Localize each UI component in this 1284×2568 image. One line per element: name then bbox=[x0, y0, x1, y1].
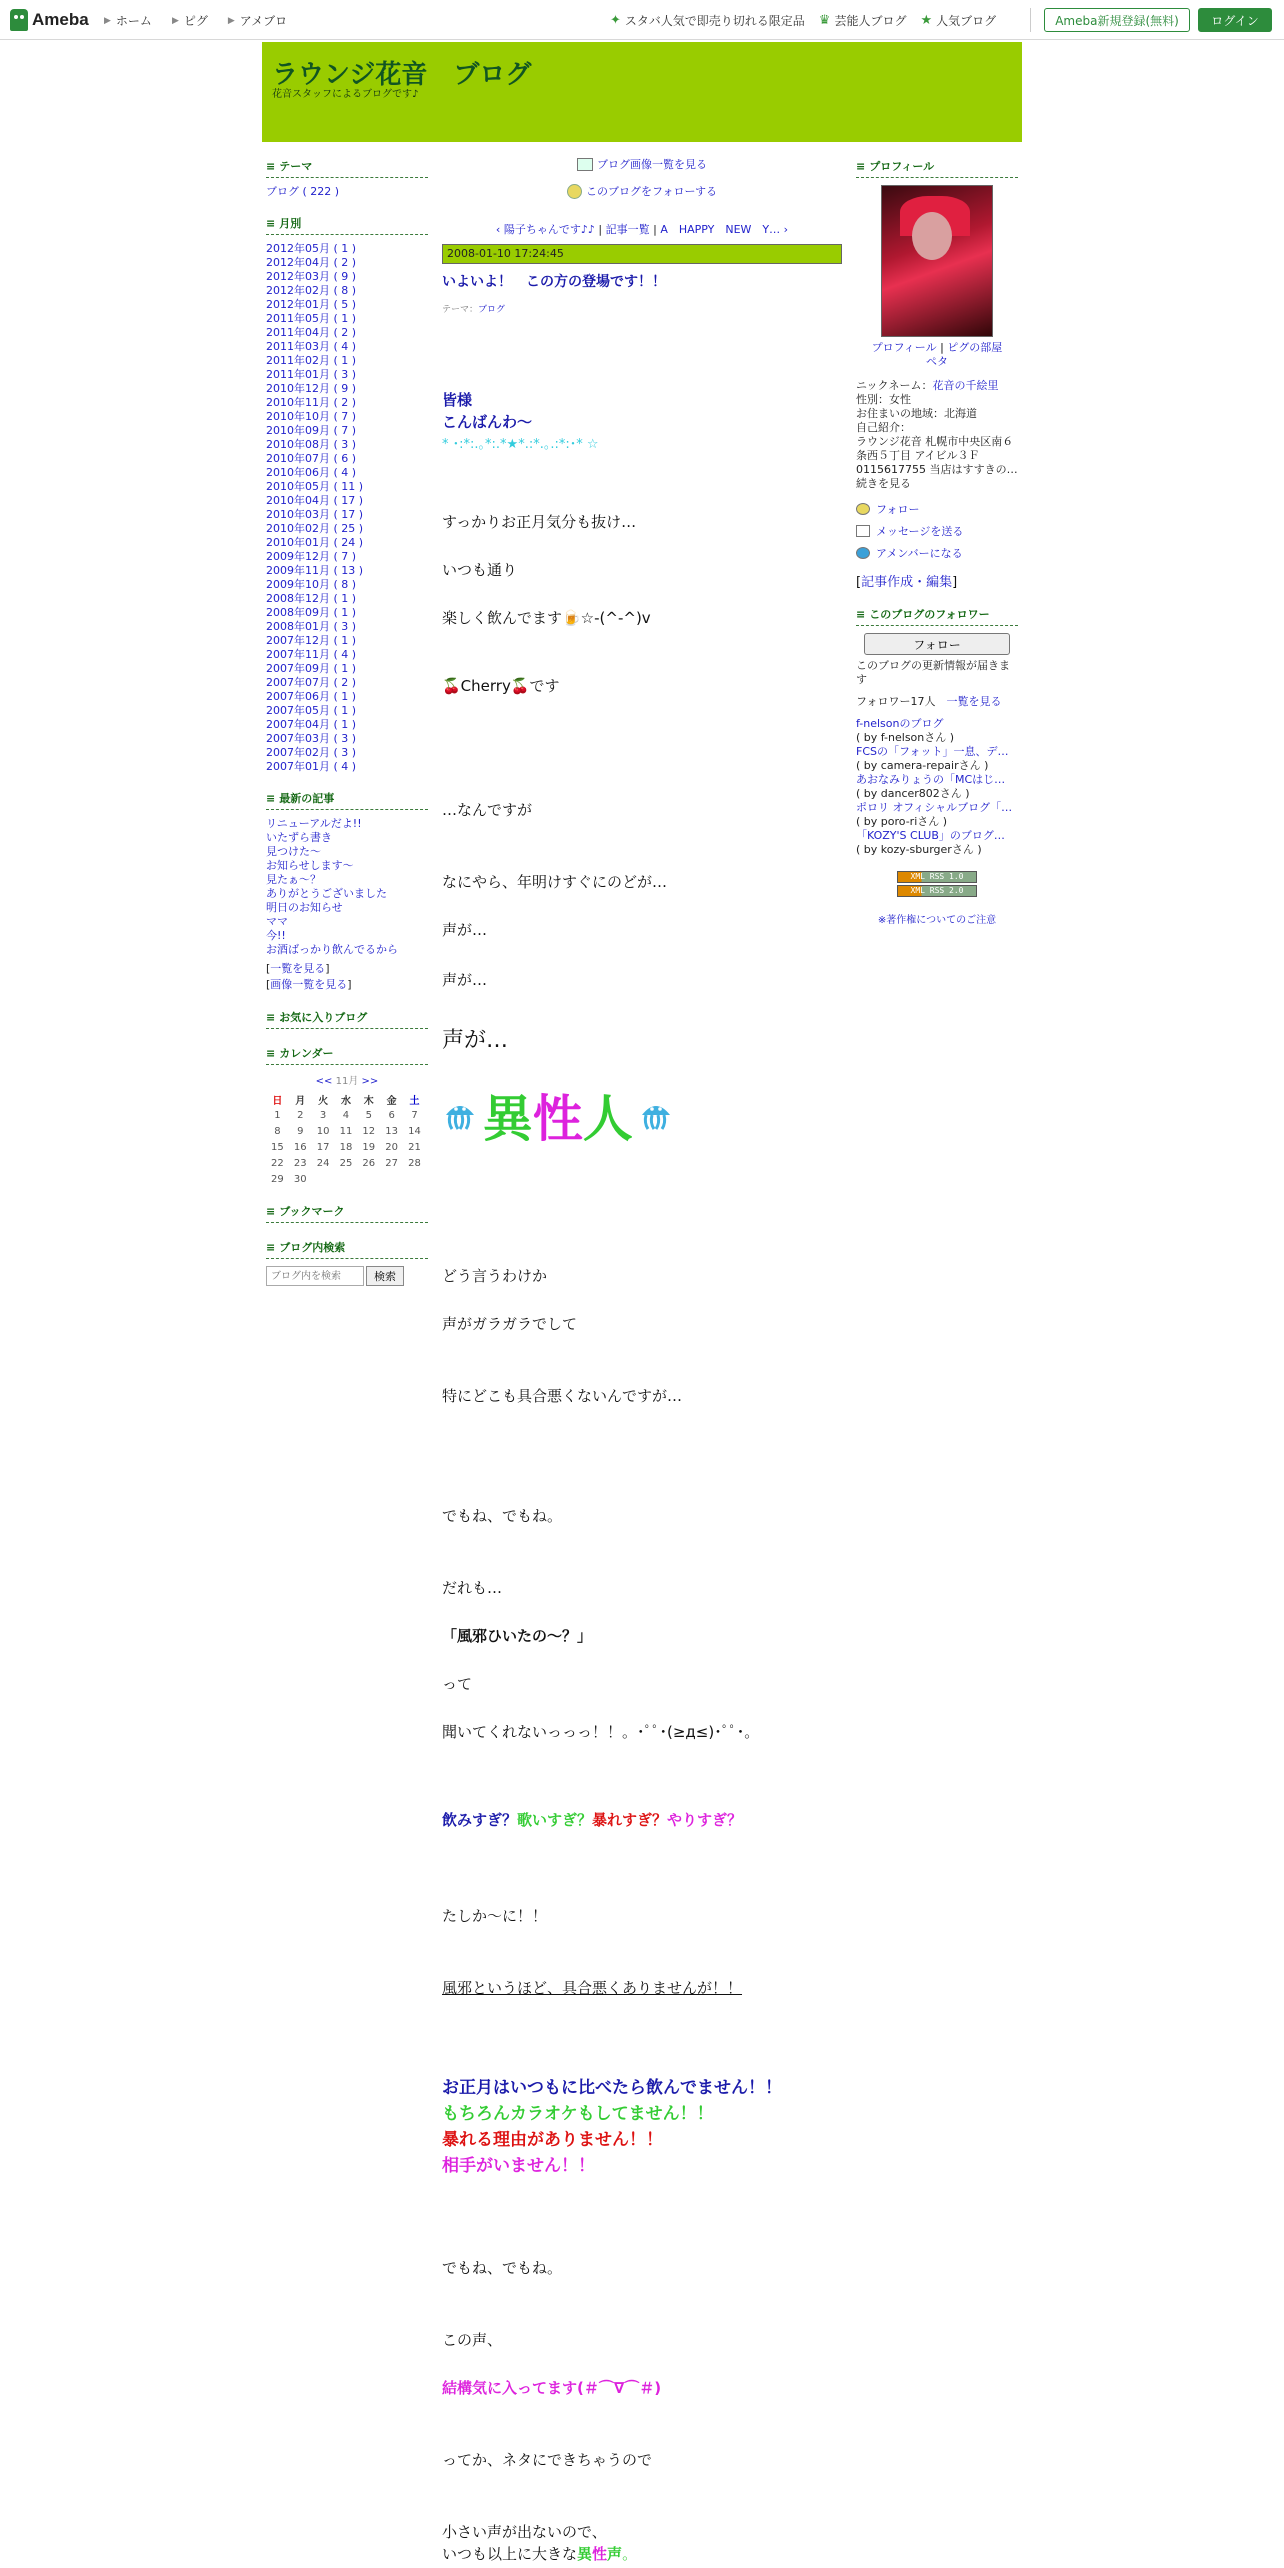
followers-section bbox=[856, 604, 1018, 926]
monthly-archive-link[interactable]: 2010年01月 ( 24 ) bbox=[266, 536, 364, 549]
body-line: 皆様 bbox=[442, 391, 473, 409]
recent-entry-link[interactable]: いたずら書き bbox=[266, 831, 332, 844]
blog-title[interactable]: ラウンジ花音 ブログ bbox=[272, 60, 532, 90]
calendar-weekday: 日 bbox=[272, 1095, 283, 1107]
monthly-archive-link[interactable]: 2010年06月 ( 4 ) bbox=[266, 466, 357, 479]
monthly-archive-link[interactable]: 2010年05月 ( 11 ) bbox=[266, 480, 364, 493]
search-section bbox=[266, 1237, 428, 1286]
entry-title[interactable]: いよいよ！ この方の登場です！！ bbox=[442, 274, 666, 290]
calendar-day: 1 bbox=[274, 1109, 281, 1121]
calendar-day: 7 bbox=[411, 1109, 418, 1121]
monthly-archive-link[interactable]: 2012年01月 ( 5 ) bbox=[266, 298, 357, 311]
monthly-archive-link[interactable]: 2010年12月 ( 9 ) bbox=[266, 382, 357, 395]
jellyfish-icon bbox=[442, 1097, 478, 1133]
body-line: 暴れる理由がありません！！ bbox=[442, 2130, 663, 2150]
calendar-weekday: 金 bbox=[386, 1095, 397, 1107]
calendar-weekday: 火 bbox=[318, 1095, 329, 1107]
entry-theme: テーマ：ブログ bbox=[442, 305, 506, 315]
calendar-day: 22 bbox=[271, 1157, 284, 1169]
body-line: もちろんカラオケもしてません！！ bbox=[442, 2104, 714, 2124]
calendar-day: 19 bbox=[362, 1141, 376, 1153]
profile-link[interactable]: プロフィール bbox=[871, 341, 937, 354]
recent-entry-link[interactable]: お酒ばっかり飲んでるから bbox=[266, 943, 398, 956]
calendar-day bbox=[335, 1171, 358, 1187]
blog-search-button[interactable]: 検索 bbox=[366, 1266, 404, 1286]
global-header bbox=[0, 0, 1284, 40]
calendar-next[interactable]: >> bbox=[361, 1076, 379, 1087]
blog-subtitle: 花音スタッフによるブログです♪ bbox=[272, 89, 419, 100]
calendar-day: 4 bbox=[342, 1109, 350, 1121]
calendar-day: 28 bbox=[408, 1157, 421, 1169]
monthly-archive-link[interactable]: 2007年07月 ( 2 ) bbox=[266, 676, 357, 689]
recent-section bbox=[266, 788, 428, 993]
divider bbox=[1030, 8, 1031, 32]
recent-entry-link[interactable]: お知らせします～ bbox=[266, 859, 354, 872]
intro-text: 0115617755 当店はすすきの… bbox=[856, 463, 1018, 476]
chevron-right-icon: › bbox=[783, 223, 789, 236]
body-line: 声が… bbox=[442, 921, 488, 939]
follower-by: ( by camera-repairさん ) bbox=[856, 759, 989, 772]
body-line: 🍒Cherry🍒です bbox=[442, 677, 560, 695]
ameba-logo-icon bbox=[10, 9, 28, 31]
body-line: こんばんわ～ bbox=[442, 413, 533, 431]
monthly-archive-link[interactable]: 2007年05月 ( 1 ) bbox=[266, 704, 357, 717]
follow-line bbox=[442, 183, 842, 199]
peta-link[interactable]: ペタ bbox=[926, 355, 948, 368]
section-title: ≡ お気に入りブログ bbox=[266, 1007, 428, 1029]
body-line: 聞いてくれないっっっ！！。･ﾟﾟ･(≥д≤)･ﾟﾟ･。 bbox=[442, 1723, 760, 1741]
calendar-month: 11月 bbox=[335, 1076, 359, 1087]
recent-entry-link[interactable]: 見つけた～ bbox=[266, 845, 321, 858]
bullet-icon: ≡ bbox=[266, 1047, 276, 1060]
monthly-archive-link[interactable]: 2008年01月 ( 3 ) bbox=[266, 620, 357, 633]
monthly-archive-link[interactable]: 2010年09月 ( 7 ) bbox=[266, 424, 357, 437]
body-line: たしか～に！！ bbox=[442, 1907, 548, 1925]
calendar-day: 9 bbox=[297, 1125, 304, 1137]
calendar bbox=[266, 1072, 428, 1187]
follower-by: ( by kozy-sburgerさん ) bbox=[856, 843, 982, 856]
monthly-archive-link[interactable]: 2010年03月 ( 17 ) bbox=[266, 508, 364, 521]
monthly-archive-link[interactable]: 2010年02月 ( 25 ) bbox=[266, 522, 364, 535]
body-line: って bbox=[442, 1675, 473, 1693]
follower-blog-link[interactable]: FCSの「フォット」一息、デ… bbox=[856, 745, 1009, 758]
monthly-archive-link[interactable]: 2012年03月 ( 9 ) bbox=[266, 270, 357, 283]
profile-photo[interactable] bbox=[881, 185, 993, 337]
calendar-day: 27 bbox=[385, 1157, 398, 1169]
blog-search-input[interactable] bbox=[266, 1266, 364, 1286]
search-form bbox=[266, 1266, 428, 1286]
monthly-archive-link[interactable]: 2011年02月 ( 1 ) bbox=[266, 354, 357, 367]
monthly-archive-link[interactable]: 2010年08月 ( 3 ) bbox=[266, 438, 357, 451]
theme-section bbox=[266, 156, 428, 199]
right-sidebar bbox=[856, 156, 1018, 940]
body-line: なにやら、年明けすぐにのどが… bbox=[442, 873, 668, 891]
body-line-large: 声が… bbox=[442, 1028, 509, 1053]
follower-blog-link[interactable]: f-nelsonのブログ bbox=[856, 717, 944, 730]
prev-entry-link[interactable]: 陽子ちゃんです♪♪ bbox=[503, 223, 595, 236]
monthly-section bbox=[266, 213, 428, 774]
monthly-archive-link[interactable]: 2012年05月 ( 1 ) bbox=[266, 242, 357, 255]
write-row: [記事作成・編集] bbox=[856, 575, 958, 590]
ameba-logo[interactable] bbox=[10, 8, 89, 32]
envelope-icon bbox=[856, 525, 870, 537]
body-line: 声が… bbox=[442, 971, 488, 989]
pigg-room-link[interactable]: ピグの部屋 bbox=[947, 341, 1003, 354]
section-title: ≡ プロフィール bbox=[856, 156, 1018, 178]
monthly-archive-link[interactable]: 2010年04月 ( 17 ) bbox=[266, 494, 364, 507]
star-icon: ★ bbox=[920, 13, 933, 28]
bookmark-section bbox=[266, 1201, 428, 1223]
follower-by: ( by dancer802さん ) bbox=[856, 787, 970, 800]
message-row[interactable]: メッセージを送る bbox=[856, 523, 1018, 539]
sparkle-icon: ✦ bbox=[610, 13, 621, 28]
profile-section bbox=[856, 156, 1018, 590]
body-line: 特にどこも具合悪くないんですが… bbox=[442, 1387, 683, 1405]
body-line: でもね、でもね。 bbox=[442, 1507, 563, 1525]
recent-more-link[interactable]: 一覧を見る bbox=[270, 962, 326, 975]
profile-more-link[interactable]: 続きを見る bbox=[856, 477, 911, 490]
sparkle-line: * ･:*:.｡*:.*★*.:*.｡.:*:･* ☆ bbox=[442, 437, 599, 452]
monthly-archive-link[interactable]: 2007年03月 ( 3 ) bbox=[266, 732, 357, 745]
follower-blog-link[interactable]: 「KOZY'S CLUB」のブログ… bbox=[856, 829, 1005, 842]
body-line: いつも通り bbox=[442, 561, 518, 579]
calendar-day: 14 bbox=[408, 1125, 421, 1137]
monthly-archive-link[interactable]: 2009年12月 ( 7 ) bbox=[266, 550, 357, 563]
register-button[interactable]: Ameba新規登録(無料) bbox=[1044, 8, 1190, 32]
bullet-icon: ≡ bbox=[856, 608, 866, 621]
body-line: ってか、ネタにできちゃうので bbox=[442, 2451, 653, 2469]
monthly-archive-link[interactable]: 2011年04月 ( 2 ) bbox=[266, 326, 357, 339]
gender-row: 性別：女性 bbox=[856, 393, 911, 406]
bullet-icon: ≡ bbox=[266, 160, 276, 173]
monthly-list bbox=[266, 242, 428, 774]
nav-pigg[interactable]: ▶ ピグ bbox=[171, 14, 208, 28]
entry-theme-link[interactable]: ブログ bbox=[478, 305, 506, 315]
bullet-icon: ≡ bbox=[266, 792, 276, 805]
follow-icon bbox=[856, 503, 870, 515]
nav-home[interactable]: ▶ ホーム bbox=[104, 14, 152, 28]
section-title: ≡ ブログ内検索 bbox=[266, 1237, 428, 1259]
chevron-right-icon: ▶ bbox=[104, 15, 111, 26]
chevron-right-icon: ▶ bbox=[171, 15, 179, 26]
body-line: でもね、でもね。 bbox=[442, 2259, 563, 2277]
calendar-day: 30 bbox=[293, 1173, 307, 1185]
calendar-weekday: 水 bbox=[340, 1095, 351, 1107]
follow-icon bbox=[567, 184, 582, 199]
calendar-day: 10 bbox=[316, 1125, 330, 1137]
entry-list-link[interactable]: 記事一覧 bbox=[605, 223, 650, 236]
entry-pager: ‹ 陽子ちゃんです♪♪ | 記事一覧 | A HAPPY NEW Y… › bbox=[495, 223, 789, 236]
bullet-icon: ≡ bbox=[266, 1241, 276, 1254]
calendar-day: 3 bbox=[319, 1109, 327, 1121]
body-line: 結構気に入ってます(＃⌒∇⌒＃) bbox=[442, 2379, 662, 2397]
bullet-icon: ≡ bbox=[266, 1011, 276, 1024]
login-button[interactable]: ログイン bbox=[1198, 8, 1272, 32]
follower-list-link[interactable]: 一覧を見る bbox=[946, 695, 1002, 708]
calendar-day: 13 bbox=[385, 1125, 398, 1137]
amember-icon bbox=[856, 547, 870, 559]
monthly-archive-link[interactable]: 2007年06月 ( 1 ) bbox=[266, 690, 357, 703]
image-icon bbox=[577, 158, 593, 171]
calendar-day: 17 bbox=[316, 1141, 330, 1153]
calendar-header bbox=[266, 1072, 428, 1087]
alien-line: 異性人 bbox=[442, 1079, 674, 1151]
section-title: ≡ テーマ bbox=[266, 156, 428, 178]
nickname-row: ニックネーム：花音の千絵里 bbox=[856, 379, 999, 392]
copyright-link[interactable]: ※著作権についてのご注意 bbox=[877, 915, 997, 926]
section-title: ≡ ブックマーク bbox=[266, 1201, 428, 1223]
promo-link-popular-blogs[interactable]: ★ 人気ブログ bbox=[920, 13, 997, 28]
calendar-day bbox=[380, 1171, 403, 1187]
calendar-day: 16 bbox=[293, 1141, 307, 1153]
section-title: ≡ 月別 bbox=[266, 213, 428, 235]
write-entry-link[interactable]: 記事作成・編集 bbox=[861, 575, 953, 590]
body-line: この声、 bbox=[442, 2331, 503, 2349]
calendar-grid bbox=[266, 1091, 426, 1187]
next-entry-link[interactable]: A HAPPY NEW Y… bbox=[660, 223, 781, 236]
body-line: 声がガラガラでして bbox=[442, 1315, 578, 1333]
monthly-archive-link[interactable]: 2007年11月 ( 4 ) bbox=[266, 648, 357, 661]
recent-entry-link[interactable]: 今!! bbox=[266, 929, 286, 942]
calendar-day: 2 bbox=[297, 1109, 304, 1121]
body-line: 小さい声が出ないので、 bbox=[442, 2523, 607, 2541]
nav-ameblo[interactable]: ▶ アメブロ bbox=[227, 14, 288, 28]
bullet-icon: ≡ bbox=[856, 160, 866, 173]
follow-row[interactable]: フォロー bbox=[856, 501, 1018, 517]
profile-links: プロフィール | ピグの部屋 ペタ bbox=[871, 341, 1003, 368]
image-list-link[interactable]: ブログ画像一覧を見る bbox=[597, 158, 707, 171]
promo-link-celebrity-blogs[interactable]: ♛ 芸能人ブログ bbox=[818, 13, 907, 28]
area-row: お住まいの地域：北海道 bbox=[856, 407, 977, 420]
recent-entry-link[interactable]: リニューアルだよ!! bbox=[266, 817, 362, 830]
monthly-archive-link[interactable]: 2012年04月 ( 2 ) bbox=[266, 256, 357, 269]
follower-blog-link[interactable]: ポロリ オフィシャルブログ「… bbox=[856, 801, 1013, 814]
section-title: ≡ このブログのフォロワー bbox=[856, 604, 1018, 626]
monthly-archive-link[interactable]: 2007年12月 ( 1 ) bbox=[266, 634, 357, 647]
calendar-day: 29 bbox=[271, 1173, 284, 1185]
main-content bbox=[442, 156, 842, 2563]
monthly-archive-link[interactable]: 2007年04月 ( 1 ) bbox=[266, 718, 357, 731]
body-line: …なんですが bbox=[442, 801, 533, 819]
recent-entry-link[interactable]: 明日のお知らせ bbox=[266, 901, 343, 914]
calendar-day: 21 bbox=[408, 1141, 421, 1153]
copyright-row bbox=[856, 911, 1018, 926]
intro-text: ラウンジ花音 札幌市中央区南６ bbox=[856, 435, 1014, 448]
calendar-day: 26 bbox=[362, 1157, 376, 1169]
monthly-archive-link[interactable]: 2007年09月 ( 1 ) bbox=[266, 662, 357, 675]
follower-count-row: フォロワー17人 一覧を見る bbox=[856, 695, 1002, 708]
rss-2-badge[interactable]: XML RSS 2.0 bbox=[897, 885, 977, 897]
global-nav bbox=[104, 12, 287, 29]
body-line: お正月はいつもに比べたら飲んでません！！ bbox=[442, 2078, 782, 2098]
calendar-day: 15 bbox=[271, 1141, 284, 1153]
body-line: すっかりお正月気分も抜け… bbox=[442, 513, 637, 531]
calendar-day: 12 bbox=[362, 1125, 376, 1137]
recent-list bbox=[266, 817, 428, 957]
follower-list bbox=[856, 717, 1018, 857]
follower-blog-link[interactable]: あおなみりょうの「MCはじ… bbox=[856, 773, 1006, 786]
monthly-archive-link[interactable]: 2007年02月 ( 3 ) bbox=[266, 746, 357, 759]
recent-images: [画像一覧を見る] bbox=[266, 978, 352, 991]
monthly-archive-link[interactable]: 2011年05月 ( 1 ) bbox=[266, 312, 357, 325]
monthly-archive-link[interactable]: 2009年10月 ( 8 ) bbox=[266, 578, 357, 591]
section-title: ≡ 最新の記事 bbox=[266, 788, 428, 810]
monthly-archive-link[interactable]: 2008年09月 ( 1 ) bbox=[266, 606, 357, 619]
calendar-day: 25 bbox=[339, 1157, 353, 1169]
recent-entry-link[interactable]: ママ bbox=[266, 915, 288, 928]
monthly-archive-link[interactable]: 2010年07月 ( 6 ) bbox=[266, 452, 357, 465]
promo-link-starbucks[interactable]: ✦ スタバ人気で即売り切れる限定品 bbox=[610, 13, 805, 28]
monthly-archive-link[interactable]: 2010年11月 ( 2 ) bbox=[266, 396, 357, 409]
body-line: 風邪というほど、具合悪くありませんが！！ bbox=[442, 1979, 743, 1997]
follower-by: ( by f-nelsonさん ) bbox=[856, 731, 955, 744]
calendar-weekday: 月 bbox=[295, 1095, 306, 1107]
calendar-day: 24 bbox=[316, 1157, 330, 1169]
rss-1-badge[interactable]: XML RSS 1.0 bbox=[897, 871, 977, 883]
calendar-day bbox=[357, 1171, 380, 1187]
left-sidebar bbox=[266, 156, 428, 1300]
blog-header bbox=[262, 42, 1022, 142]
ameba-logo-text: Ameba bbox=[32, 10, 89, 29]
intro-text: 条西５丁目 アイビル３Ｆ bbox=[856, 449, 980, 462]
image-list-line bbox=[442, 156, 842, 172]
calendar-day: 18 bbox=[339, 1141, 353, 1153]
calendar-day: 11 bbox=[339, 1125, 353, 1137]
recent-entry-link[interactable]: 見たぁ～？ bbox=[266, 873, 321, 886]
body-line: 「風邪ひいたの～？」 bbox=[442, 1627, 593, 1645]
favorite-blogs-section bbox=[266, 1007, 428, 1029]
follow-description: このブログの更新情報が届きます bbox=[856, 659, 1010, 686]
amember-row[interactable]: アメンバーになる bbox=[856, 545, 1018, 561]
bullet-icon: ≡ bbox=[266, 1205, 276, 1218]
section-title: ≡ カレンダー bbox=[266, 1043, 428, 1065]
calendar-day: 6 bbox=[388, 1109, 395, 1121]
follow-blog-link[interactable]: このブログをフォローする bbox=[586, 185, 717, 198]
follower-by: ( by poro-riさん ) bbox=[856, 815, 948, 828]
rss-badges bbox=[856, 871, 1018, 897]
recent-images-link[interactable]: 画像一覧を見る bbox=[270, 978, 348, 991]
follow-button[interactable]: フォロー bbox=[864, 633, 1010, 655]
body-line: どう言うわけか bbox=[442, 1267, 548, 1285]
calendar-day: 8 bbox=[274, 1125, 281, 1137]
body-line-colored: 飲みすぎ？歌いすぎ？暴れすぎ？やりすぎ？ bbox=[442, 1811, 743, 1829]
chevron-left-icon: ‹ bbox=[495, 223, 501, 236]
bullet-icon: ≡ bbox=[266, 217, 276, 230]
calendar-day bbox=[403, 1171, 426, 1187]
theme-link[interactable]: ブログ ( 222 ) bbox=[266, 185, 340, 198]
recent-more: [一覧を見る] bbox=[266, 962, 330, 975]
calendar-section bbox=[266, 1043, 428, 1187]
monthly-archive-link[interactable]: 2010年10月 ( 7 ) bbox=[266, 410, 357, 423]
intro-label: 自己紹介： bbox=[856, 421, 911, 434]
nickname-link[interactable]: 花音の千絵里 bbox=[932, 379, 999, 392]
monthly-archive-link[interactable]: 2007年01月 ( 4 ) bbox=[266, 760, 357, 773]
jellyfish-icon bbox=[638, 1097, 674, 1133]
calendar-weekday: 木 bbox=[363, 1095, 374, 1107]
monthly-archive-link[interactable]: 2009年11月 ( 13 ) bbox=[266, 564, 364, 577]
body-line: 相手がいません！！ bbox=[442, 2156, 595, 2176]
entry-date: 2008-01-10 17:24:45 bbox=[442, 244, 842, 264]
calendar-day: 23 bbox=[293, 1157, 307, 1169]
monthly-archive-link[interactable]: 2011年01月 ( 3 ) bbox=[266, 368, 357, 381]
body-line: だれも… bbox=[442, 1579, 503, 1597]
calendar-day bbox=[312, 1171, 335, 1187]
monthly-archive-link[interactable]: 2008年12月 ( 1 ) bbox=[266, 592, 357, 605]
recent-entry-link[interactable]: ありがとうございました bbox=[266, 887, 387, 900]
body-line-colored: いつも以上に大きな異性声。 bbox=[442, 2545, 638, 2563]
chevron-right-icon: ▶ bbox=[227, 15, 235, 26]
monthly-archive-link[interactable]: 2012年02月 ( 8 ) bbox=[266, 284, 357, 297]
calendar-day: 5 bbox=[365, 1109, 372, 1121]
calendar-weekday: 土 bbox=[409, 1095, 420, 1107]
crown-icon: ♛ bbox=[818, 13, 831, 28]
calendar-day: 20 bbox=[385, 1141, 398, 1153]
monthly-archive-link[interactable]: 2011年03月 ( 4 ) bbox=[266, 340, 357, 353]
promo-nav bbox=[610, 12, 996, 29]
calendar-prev[interactable]: << bbox=[315, 1076, 333, 1087]
body-line: 楽しく飲んでます🍺☆-(^-^)v bbox=[442, 609, 651, 627]
